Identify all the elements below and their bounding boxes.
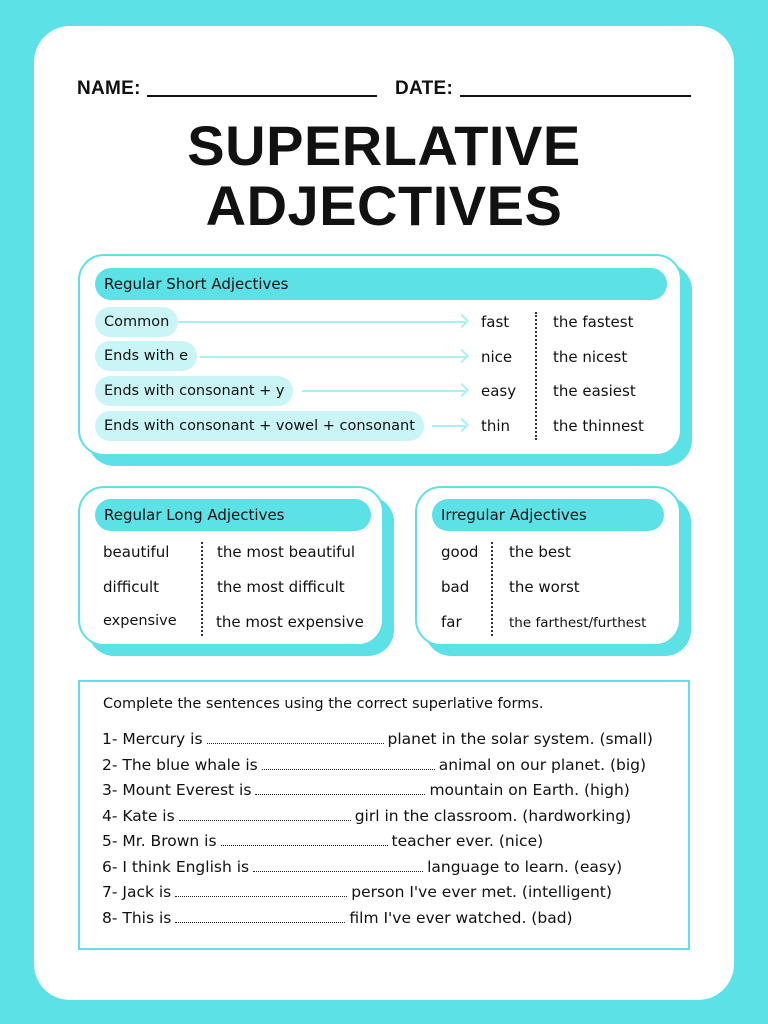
- superlative-form: the easiest: [553, 382, 636, 400]
- base-adjective: far: [441, 613, 462, 631]
- superlative-form: the thinnest: [553, 417, 644, 435]
- date-label: DATE:: [395, 78, 454, 99]
- sentence-start: 5- Mr. Brown is: [102, 832, 217, 850]
- sentence-end: language to learn. (easy): [427, 858, 623, 876]
- sentence-start: 7- Jack is: [102, 883, 172, 901]
- sentence-end: animal on our planet. (big): [438, 756, 647, 774]
- superlative-form: the most difficult: [217, 578, 345, 596]
- base-adjective: nice: [481, 348, 513, 366]
- sentence-end: mountain on Earth. (high): [429, 781, 630, 799]
- arrow-icon: [178, 321, 465, 323]
- answer-blank[interactable]: [175, 913, 345, 923]
- superlative-form: the farthest/furthest: [509, 615, 647, 631]
- answer-blank[interactable]: [207, 734, 384, 744]
- superlative-form: the worst: [509, 578, 580, 596]
- sentence-start: 1- Mercury is: [102, 730, 203, 748]
- long-adjectives-heading: Regular Long Adjectives: [95, 499, 371, 531]
- base-adjective: bad: [441, 578, 470, 596]
- sentence-start: 8- This is: [102, 909, 172, 927]
- sentence-end: teacher ever. (nice): [391, 832, 544, 850]
- base-adjective: fast: [481, 313, 510, 331]
- base-adjective: difficult: [103, 578, 159, 596]
- sentence-start: 6- I think English is: [102, 858, 250, 876]
- sentence-start: 2- The blue whale is: [102, 756, 258, 774]
- exercise-sentence: [102, 781, 630, 799]
- exercise-sentence: [102, 807, 631, 825]
- name-line[interactable]: [147, 95, 377, 97]
- answer-blank[interactable]: [255, 785, 425, 795]
- dotted-divider: [535, 312, 537, 440]
- page-title-line1: SUPERLATIVE: [187, 114, 581, 177]
- exercise-sentence: [102, 883, 612, 901]
- answer-blank[interactable]: [221, 836, 388, 846]
- irregular-adjectives-heading: Irregular Adjectives: [432, 499, 664, 531]
- rule-pill: Ends with consonant + vowel + consonant: [95, 411, 424, 441]
- superlative-form: the fastest: [553, 313, 634, 331]
- base-adjective: good: [441, 543, 479, 561]
- arrow-icon: [302, 390, 465, 392]
- exercise-sentence: [102, 909, 573, 927]
- answer-blank[interactable]: [179, 811, 351, 821]
- superlative-form: the best: [509, 543, 571, 561]
- date-line[interactable]: [460, 95, 691, 97]
- exercise-sentence: [102, 756, 646, 774]
- dotted-divider: [491, 542, 493, 636]
- sentence-end: girl in the classroom. (hardworking): [354, 807, 632, 825]
- arrow-icon: [200, 356, 465, 358]
- arrow-icon: [432, 425, 465, 427]
- rule-pill: Common: [95, 307, 178, 337]
- superlative-form: the most beautiful: [217, 543, 356, 561]
- answer-blank[interactable]: [253, 862, 423, 872]
- exercise-sentence: [102, 832, 543, 850]
- sentence-end: planet in the solar system. (small): [387, 730, 653, 748]
- answer-blank[interactable]: [262, 760, 435, 770]
- exercise-instruction: Complete the sentences using the correct superlative forms.: [103, 696, 544, 712]
- name-label: NAME:: [77, 78, 141, 99]
- sentence-end: film I've ever watched. (bad): [349, 909, 573, 927]
- rule-pill: Ends with e: [95, 341, 197, 371]
- superlative-form: the nicest: [553, 348, 628, 366]
- sentence-end: person I've ever met. (intelligent): [351, 883, 612, 901]
- base-adjective: easy: [481, 382, 517, 400]
- answer-blank[interactable]: [175, 887, 347, 897]
- base-adjective: thin: [481, 417, 511, 435]
- page-title-line2: ADJECTIVES: [205, 174, 563, 237]
- dotted-divider: [201, 542, 203, 636]
- superlative-form: the most expensive: [216, 613, 364, 631]
- short-adjectives-heading: Regular Short Adjectives: [95, 268, 667, 300]
- rule-pill: Ends with consonant + y: [95, 376, 293, 406]
- base-adjective: expensive: [103, 613, 177, 629]
- sentence-start: 3- Mount Everest is: [102, 781, 252, 799]
- base-adjective: beautiful: [103, 543, 170, 561]
- exercise-sentence: [102, 858, 622, 876]
- sentence-start: 4- Kate is: [102, 807, 175, 825]
- exercise-sentence: [102, 730, 653, 748]
